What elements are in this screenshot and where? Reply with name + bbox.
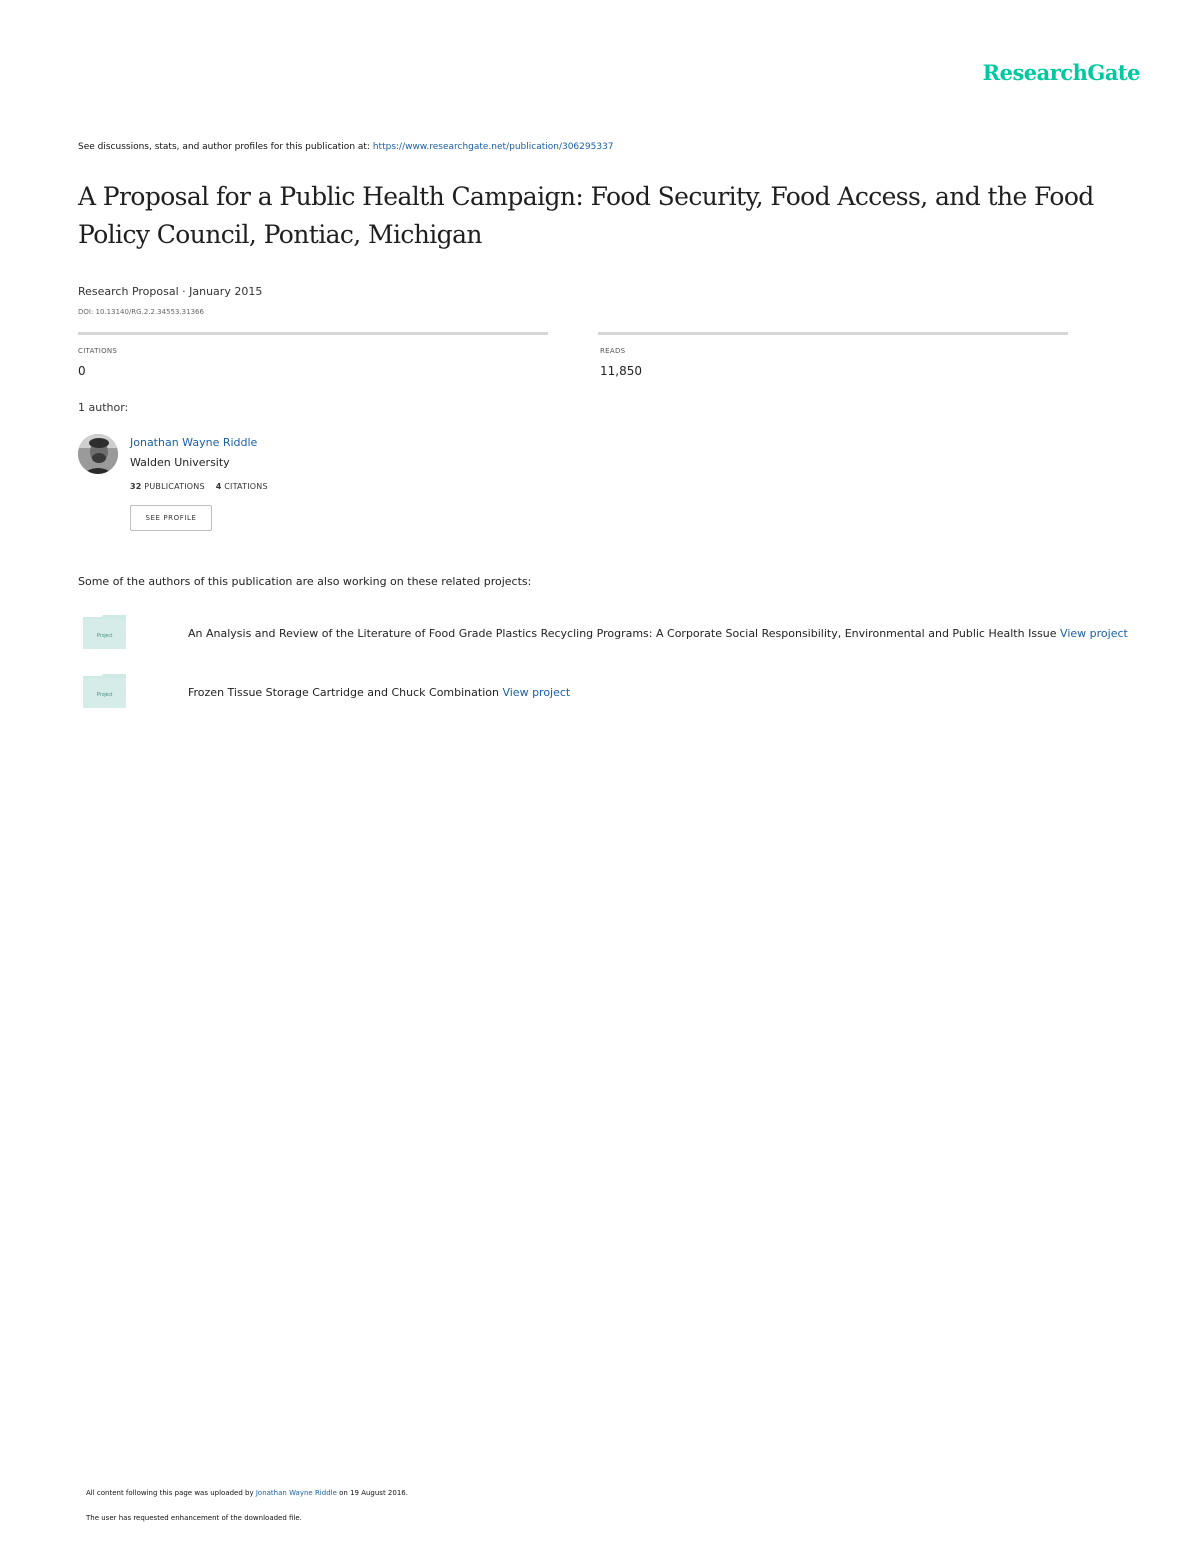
author-citations-label: CITATIONS <box>224 482 268 491</box>
project-folder-icon <box>83 674 126 708</box>
related-projects-heading: Some of the authors of this publication are also working on these related projects: <box>78 575 532 588</box>
related-project-item <box>188 627 1128 640</box>
author-publications-label: PUBLICATIONS <box>144 482 205 491</box>
project-folder-icon <box>83 615 126 649</box>
view-project-link[interactable]: View project <box>1060 627 1128 640</box>
uploaded-suffix: on 19 August 2016. <box>339 1489 408 1497</box>
avatar-photo-icon <box>78 434 118 474</box>
see-discussions-text: See discussions, stats, and author profiles for this publication at: <box>78 142 370 152</box>
researchgate-logo[interactable]: ResearchGate <box>982 60 1140 85</box>
publication-type-date: Research Proposal · January 2015 <box>78 285 263 298</box>
view-project-link[interactable]: View project <box>502 686 571 699</box>
citations-count: 0 <box>78 364 86 378</box>
author-institution: Walden University <box>130 456 230 469</box>
uploaded-by-line <box>86 1489 408 1497</box>
author-avatar[interactable] <box>78 434 118 474</box>
project-icon-label: Project <box>96 633 113 639</box>
enhancement-notice: The user has requested enhancement of the downloaded file. <box>86 1514 302 1522</box>
publication-url-link[interactable]: https://www.researchgate.net/publication/306295337 <box>372 142 614 152</box>
publication-title: A Proposal for a Public Health Campaign: Food Security, Food Access, and the Food Policy Council, Pontiac, Michigan <box>78 182 1094 249</box>
see-profile-button[interactable]: SEE PROFILE <box>130 505 212 531</box>
reads-count: 11,850 <box>600 364 642 378</box>
uploader-link[interactable]: Jonathan Wayne Riddle <box>255 1489 337 1497</box>
author-name-link[interactable]: Jonathan Wayne Riddle <box>130 436 258 449</box>
reads-divider <box>598 332 1068 335</box>
related-project-title: An Analysis and Review of the Literature of Food Grade Plastics Recycling Programs: A Corporate Social Responsibility, Environmental and Public Health Issue <box>188 627 1057 640</box>
related-project-item <box>188 686 570 699</box>
author-stats <box>130 482 268 491</box>
related-project-title: Frozen Tissue Storage Cartridge and Chuck Combination <box>188 686 499 699</box>
authors-heading: 1 author: <box>78 401 129 414</box>
project-icon-label: Project <box>96 692 113 698</box>
see-discussions-line <box>78 142 614 152</box>
citations-divider <box>78 332 548 335</box>
citations-label: CITATIONS <box>78 347 118 355</box>
author-citations-count: 4 <box>215 482 222 491</box>
publication-doi: DOI: 10.13140/RG.2.2.34553.31366 <box>78 308 204 316</box>
author-publications-count: 32 <box>130 482 142 491</box>
reads-label: READS <box>600 347 626 355</box>
uploaded-prefix: All content following this page was uploaded by <box>86 1489 254 1497</box>
